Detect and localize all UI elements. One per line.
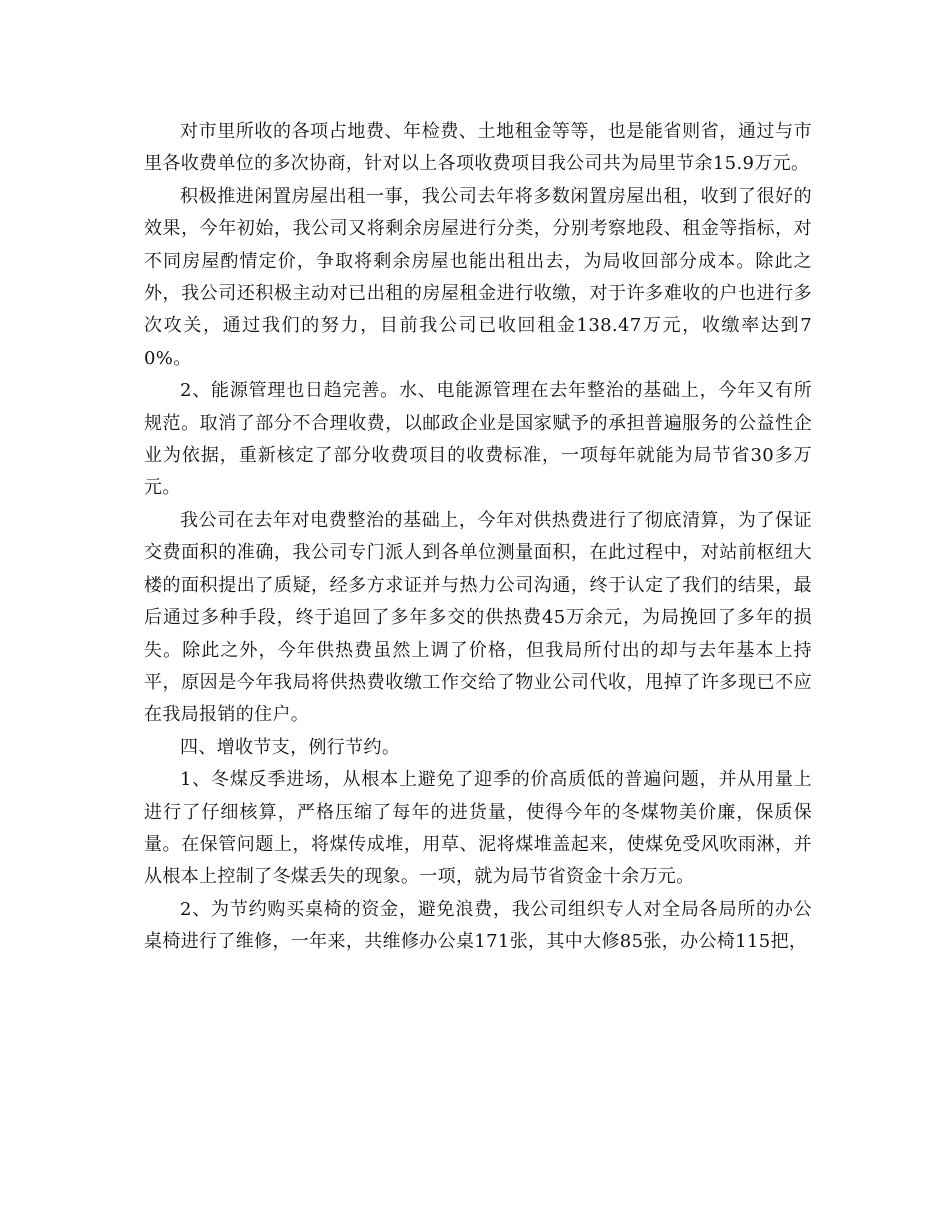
paragraph-property-rental: 积极推进闲置房屋出租一事，我公司去年将多数闲置房屋出租，收到了很好的效果，今年初始，我公司又将剩余房屋进行分类，分别考察地段、租金等指标，对不同房屋酌情定价，争取将剩余房屋也能出租出去，为局收回部分成本。除此之外，我公司还积极主动对已出租的房屋租金进行收缴，对于许多难收的户也进行多次攻关，通过我们的努力，目前我公司已收回租金138.47万元，收缴率达到70%。 xyxy=(144,185,812,369)
paragraph-winter-coal: 1、冬煤反季进场，从根本上避免了迎季的价高质低的普遍问题，并从用量上进行了仔细核算，严格压缩了每年的进货量，使得今年的冬煤物美价廉，保质保量。在保管问题上，将煤传成堆，用草、泥将煤堆盖起来，使煤免受风吹雨淋，并从根本上控制了冬煤丢失的现象。一项，就为局节省资金十余万元。 xyxy=(144,769,812,888)
section-heading-cost-saving: 四、增收节支，例行节约。 xyxy=(180,736,401,758)
paragraph-energy-management: 2、能源管理也日趋完善。水、电能源管理在去年整治的基础上，今年又有所规范。取消了部分不合理收费，以邮政企业是国家赋予的承担普遍服务的公益性企业为依据，重新核定了部分收费项目的收费标准，一项每年就能为局节省30多万元。 xyxy=(144,380,812,499)
document-page xyxy=(144,116,812,959)
paragraph-heating-fees: 我公司在去年对电费整治的基础上，今年对供热费进行了彻底清算，为了保证交费面积的准确，我公司专门派人到各单位测量面积，在此过程中，对站前枢纽大楼的面积提出了质疑，经多方求证并与热力公司沟通，终于认定了我们的结果，最后通过多种手段，终于追回了多年多交的供热费45万余元，为局挽回了多年的损失。除此之外，今年供热费虽然上调了价格，但我局所付出的却与去年基本上持平，原因是今年我局将供热费收缴工作交给了物业公司代收，甩掉了许多现已不应在我局报销的住户。 xyxy=(144,509,812,726)
paragraph-furniture-repair: 2、为节约购买桌椅的资金，避免浪费，我公司组织专人对全局各局所的办公桌椅进行了维修，一年来，共维修办公桌171张，其中大修85张，办公椅115把， xyxy=(144,898,812,953)
paragraph-fee-savings: 对市里所收的各项占地费、年检费、土地租金等等，也是能省则省，通过与市里各收费单位的多次协商，针对以上各项收费项目我公司共为局里节余15.9万元。 xyxy=(144,121,812,175)
